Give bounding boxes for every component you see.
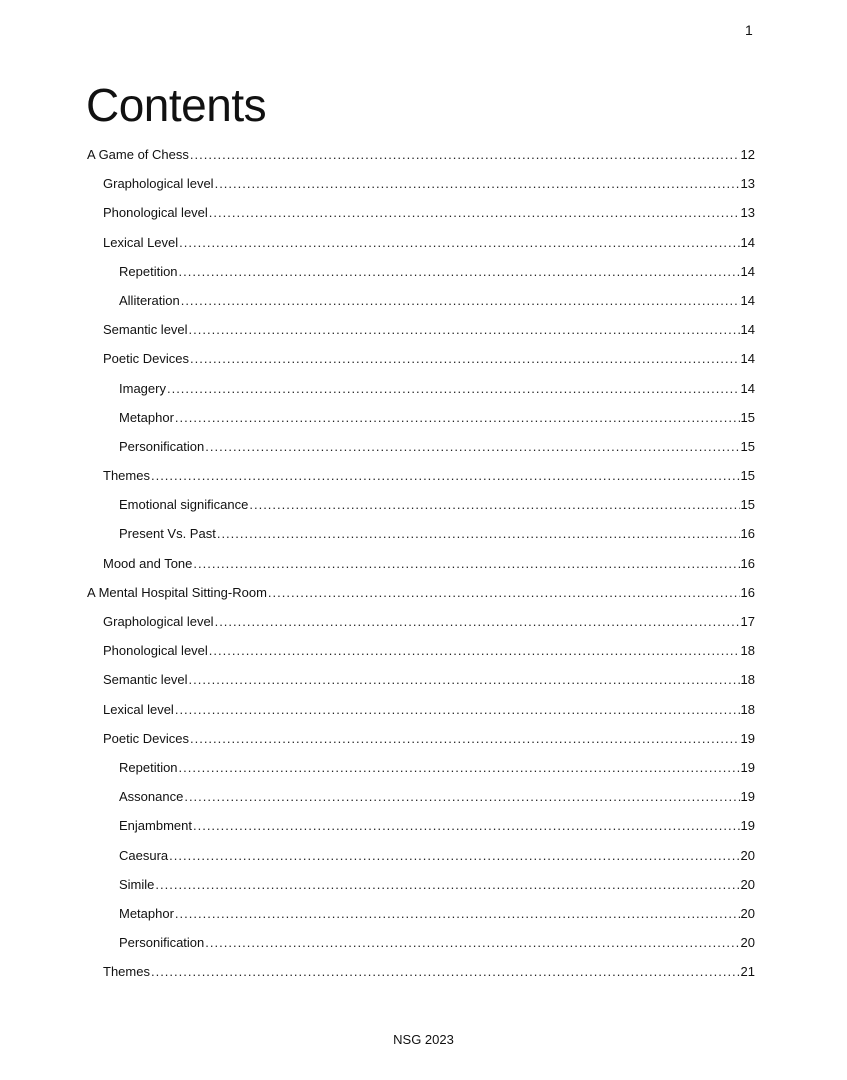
toc-entry[interactable] [87,140,755,169]
toc-entry[interactable] [87,432,755,461]
toc-dot-leader [169,841,739,870]
toc-entry-page-number: 15 [740,468,755,484]
toc-entry[interactable] [87,257,755,286]
toc-dot-leader [179,228,739,257]
toc-entry[interactable] [87,403,755,432]
toc-entry-page-number: 14 [740,351,755,367]
toc-entry-page-number: 19 [740,818,755,834]
toc-dot-leader [209,636,740,665]
toc-dot-leader [179,257,740,286]
toc-dot-leader [190,344,740,373]
toc-dot-leader [155,870,739,899]
toc-entry-label: Personification [119,438,205,454]
toc-dot-leader [193,549,739,578]
toc-entry-label: Lexical Level [103,234,179,250]
toc-entry-label: Assonance [119,789,184,805]
toc-entry-label: Graphological level [103,614,214,629]
toc-entry-label: Caesura [119,847,169,863]
toc-entry-label: Present Vs. Past [119,526,216,542]
toc-entry-label: Alliteration [119,292,180,308]
toc-dot-leader [181,286,740,315]
toc-entry[interactable] [87,578,755,607]
toc-entry-label: Semantic level [103,322,188,338]
toc-dot-leader [184,782,739,811]
toc-dot-leader [217,519,740,548]
toc-entry[interactable] [87,490,755,519]
toc-dot-leader [189,665,740,694]
toc-dot-leader [215,607,740,636]
toc-entry-page-number: 16 [740,526,755,542]
toc-entry-page-number: 15 [740,497,755,513]
toc-dot-leader [205,928,739,957]
toc-dot-leader [151,957,740,986]
toc-dot-leader [179,753,740,782]
toc-entry-label: Themes [103,964,150,980]
toc-entry[interactable] [87,344,755,373]
toc-entry[interactable] [87,228,755,257]
toc-entry-label: A Game of Chess [87,147,189,162]
toc-entry[interactable] [87,549,755,578]
toc-dot-leader [205,432,739,461]
toc-entry-page-number: 14 [740,234,755,250]
toc-entry-label: Phonological level [103,205,208,221]
toc-entry-page-number: 14 [740,263,755,279]
toc-entry-page-number: 20 [740,876,755,892]
toc-entry[interactable] [87,461,755,490]
toc-entry-page-number: 13 [740,176,755,192]
toc-entry[interactable] [87,636,755,665]
toc-entry-page-number: 20 [740,935,755,951]
toc-dot-leader [209,198,740,227]
toc-entry-page-number: 19 [740,789,755,805]
toc-entry-label: Semantic level [103,672,188,688]
toc-dot-leader [193,811,740,840]
toc-entry-page-number: 20 [740,847,755,863]
toc-entry-label: Personification [119,935,205,951]
toc-entry-page-number: 13 [740,205,755,221]
toc-entry-label: Repetition [119,759,178,775]
toc-entry-page-number: 18 [740,701,755,717]
toc-entry-label: Themes [103,468,150,484]
toc-dot-leader [190,140,740,169]
toc-entry[interactable] [87,899,755,928]
toc-entry-label: Repetition [119,263,178,279]
toc-dot-leader [190,724,740,753]
toc-entry-page-number: 17 [740,614,755,629]
toc-entry-label: Phonological level [103,643,208,659]
toc-entry-label: A Mental Hospital Sitting-Room [87,584,267,600]
toc-entry-page-number: 14 [740,322,755,338]
toc-entry[interactable] [87,957,755,986]
toc-entry-label: Poetic Devices [103,730,189,746]
table-of-contents [87,140,755,986]
toc-entry-label: Lexical level [103,701,174,717]
toc-entry-label: Metaphor [119,409,174,425]
toc-entry[interactable] [87,286,755,315]
page-footer: NSG 2023 [393,1032,454,1047]
toc-entry[interactable] [87,870,755,899]
toc-entry-label: Graphological level [103,176,214,192]
page-number: 1 [745,22,753,38]
toc-entry-page-number: 18 [740,672,755,688]
toc-entry-page-number: 14 [740,380,755,396]
toc-dot-leader [189,315,740,344]
toc-entry[interactable] [87,665,755,694]
toc-entry[interactable] [87,607,755,636]
toc-entry-label: Metaphor [119,905,174,921]
toc-entry-label: Imagery [119,380,166,396]
toc-entry-page-number: 15 [740,409,755,425]
toc-entry[interactable] [87,198,755,227]
toc-entry-page-number: 16 [740,584,755,600]
toc-entry-page-number: 15 [740,438,755,454]
toc-dot-leader [249,490,739,519]
toc-dot-leader [215,169,740,198]
toc-entry-label: Mood and Tone [103,555,193,571]
toc-dot-leader [167,374,740,403]
toc-entry[interactable] [87,928,755,957]
toc-entry[interactable] [87,169,755,198]
toc-entry[interactable] [87,753,755,782]
toc-entry[interactable] [87,841,755,870]
toc-entry-label: Simile [119,876,155,892]
toc-entry[interactable] [87,519,755,548]
toc-entry-page-number: 20 [740,905,755,921]
page-title: Contents [86,79,267,131]
toc-entry[interactable] [87,315,755,344]
toc-entry[interactable] [87,695,755,724]
toc-entry-label: Enjambment [119,818,192,834]
toc-dot-leader [175,899,740,928]
toc-entry[interactable] [87,782,755,811]
toc-entry-page-number: 16 [740,555,755,571]
toc-entry[interactable] [87,811,755,840]
toc-entry-label: Emotional significance [119,497,249,513]
toc-entry-page-number: 19 [740,759,755,775]
toc-dot-leader [151,461,740,490]
toc-entry-page-number: 14 [740,292,755,308]
toc-entry-page-number: 19 [740,730,755,746]
toc-entry[interactable] [87,374,755,403]
toc-dot-leader [175,403,740,432]
toc-dot-leader [268,578,740,607]
toc-entry-label: Poetic Devices [103,351,189,367]
toc-dot-leader [175,695,740,724]
toc-entry-page-number: 12 [740,147,755,162]
toc-entry-page-number: 21 [740,964,755,980]
toc-entry-page-number: 18 [740,643,755,659]
toc-entry[interactable] [87,724,755,753]
